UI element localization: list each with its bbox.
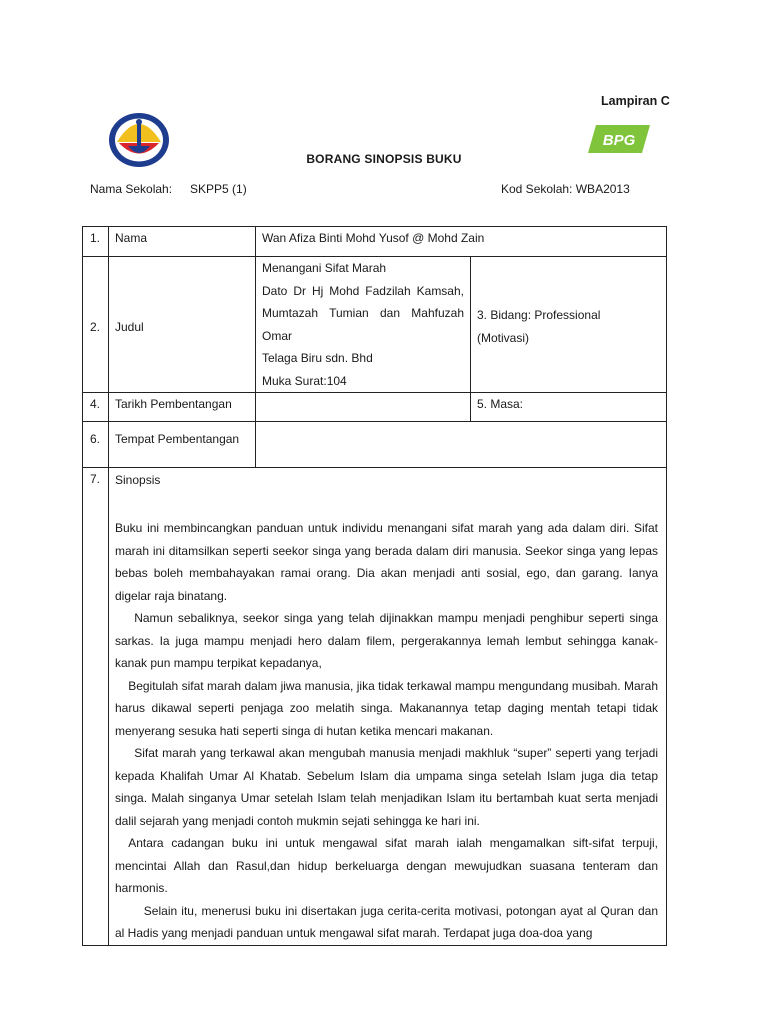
school-name-label: Nama Sekolah:	[90, 182, 173, 196]
row-number: 2.	[83, 257, 109, 393]
book-author-line: Mumtazah Tumian dan Mahfuzah	[262, 306, 464, 320]
synopsis-label: Sinopsis	[115, 473, 161, 487]
presentation-place-value[interactable]	[256, 422, 667, 468]
field-cell	[471, 257, 667, 393]
bpg-logo-text: BPG	[602, 132, 636, 149]
school-code-value: WBA2013	[575, 182, 630, 196]
form-title: BORANG SINOPSIS BUKU	[306, 152, 462, 166]
row-title	[83, 257, 667, 393]
row-presentation-place	[83, 422, 667, 468]
presentation-place-label: Tempat Pembentangan	[109, 422, 256, 468]
presentation-date-label: Tarikh Pembentangan	[109, 393, 256, 422]
title-label: Judul	[109, 257, 256, 393]
field-value-sub: (Motivasi)	[477, 330, 530, 345]
synopsis-paragraph: Buku ini membincangkan panduan untuk individu menangani sifat marah yang ada dalam diri. Sifat marah ini ditamsilkan seperti seekor singa yang berada dalam diri manusia. Seekor singa yang lepas bebas boleh membahayakan ramai orang. Dia akan menjadi anti sosial, ego, dan garang. Ianya digelar raja binatang.	[115, 521, 659, 603]
time-label: 5. Masa:	[471, 393, 667, 422]
school-code	[501, 182, 630, 196]
name-label: Nama	[109, 227, 256, 257]
row-number: 6.	[83, 422, 109, 468]
synopsis-paragraph: Begitulah sifat marah dalam jiwa manusia, jika tidak terkawal mampu mengundang musibah. Marah harus dikawal seperti penjaga zoo melatih singa. Makanannya tetap daging mentah tetapi tidak menyerang sesuka hati seperti singa di hutan ketika mencari makanan.	[115, 678, 659, 738]
row-name	[83, 227, 667, 257]
synopsis-paragraph: Selain itu, menerusi buku ini disertakan juga cerita-cerita motivasi, potongan ayat al Quran dan al Hadis yang menjadi panduan untuk mengawal sifat marah. Terdapat juga doa-doa yang	[115, 903, 659, 940]
book-pages: Muka Surat:104	[262, 373, 347, 388]
name-value: Wan Afiza Binti Mohd Yusof @ Mohd Zain	[256, 227, 667, 257]
row-number: 7.	[83, 468, 109, 946]
synopsis-paragraph: Sifat marah yang terkawal akan mengubah manusia menjadi makhluk “super” seperti yang terjadi kepada Khalifah Umar Al Khatab. Sebelum Islam dia umpama singa setelah Islam juga dia tetap singa. Malah singanya Umar setelah Islam telah menjadikan Islam itu bertambah kuat serta menjadi dalil sejarah yang menjadi contoh mukmin sejati sehingga ke hari ini.	[115, 746, 659, 828]
row-number: 4.	[83, 393, 109, 422]
row-number: 1.	[83, 227, 109, 257]
row-synopsis	[83, 468, 667, 946]
title-details	[256, 257, 471, 393]
synopsis-form-table	[82, 226, 667, 946]
school-code-label: Kod Sekolah:	[501, 182, 573, 196]
book-publisher: Telaga Biru sdn. Bhd	[262, 351, 373, 365]
synopsis-paragraph: Antara cadangan buku ini untuk mengawal sifat marah ialah mengamalkan sift-sifat terpuji, mencintai Allah dan Rasul,dan hidup berkeluarga dengan mewujudkan suasana tenteram dan harmonis.	[115, 836, 659, 895]
school-name-value: SKPP5 (1)	[190, 182, 247, 196]
book-author-line: Omar	[262, 328, 292, 343]
book-title: Menangani Sifat Marah	[262, 261, 387, 275]
synopsis-cell	[109, 468, 667, 946]
row-presentation-date	[83, 393, 667, 422]
presentation-date-value[interactable]	[256, 393, 471, 422]
synopsis-paragraph: Namun sebaliknya, seekor singa yang telah dijinakkan mampu menjadi penghibur seperti singa sarkas. Ia juga mampu menjadi hero dalam filem, pergerakannya lemah lembut sehingga kanak-kanak pun mampu terpikat kepadanya,	[115, 611, 659, 670]
field-value: 3. Bidang: Professional	[477, 308, 601, 322]
book-author-line: Dato Dr Hj Mohd Fadzilah Kamsah,	[262, 283, 464, 298]
appendix-label: Lampiran C	[601, 94, 670, 108]
